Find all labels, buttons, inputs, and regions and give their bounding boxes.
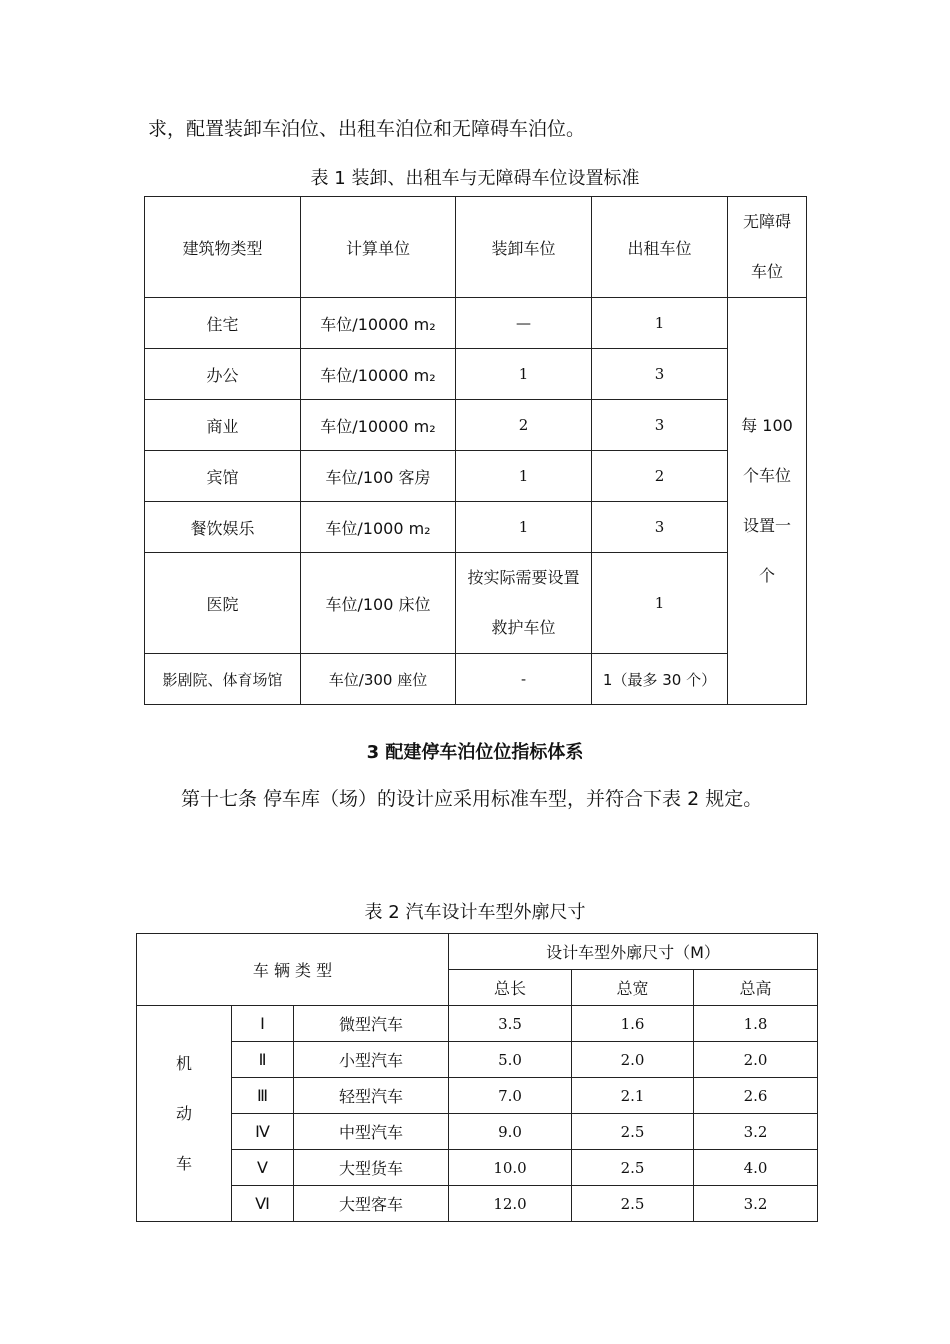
cell-unit: 车位/1000 m₂ — [301, 502, 456, 553]
cell-taxi: 2 — [592, 451, 728, 502]
cell-taxi: 3 — [592, 349, 728, 400]
accessible-line1: 每 100 — [741, 416, 793, 435]
header-taxi: 出租车位 — [592, 197, 728, 298]
cell-type: 餐饮娱乐 — [145, 502, 301, 553]
cell-unit: 车位/100 床位 — [301, 553, 456, 654]
table-row — [145, 400, 807, 451]
table-row — [137, 1150, 818, 1186]
cell-taxi: 3 — [592, 400, 728, 451]
table-row — [145, 451, 807, 502]
section-heading: 3 配建停车泊位位指标体系 — [366, 742, 584, 763]
cell-length: 12.0 — [449, 1186, 572, 1222]
cell-length: 5.0 — [449, 1042, 572, 1078]
cell-class: Ⅱ — [232, 1042, 294, 1078]
table-row — [137, 1006, 818, 1042]
table-row — [145, 349, 807, 400]
header-loading: 装卸车位 — [456, 197, 592, 298]
cell-name: 大型客车 — [294, 1186, 449, 1222]
cell-height: 3.2 — [694, 1186, 818, 1222]
header-accessible — [728, 197, 807, 298]
header-width: 总宽 — [572, 970, 694, 1006]
accessible-line4: 个 — [758, 566, 775, 585]
header-height: 总高 — [694, 970, 818, 1006]
cell-loading: 1 — [456, 451, 592, 502]
cell-height: 4.0 — [694, 1150, 818, 1186]
table1-header-row — [145, 197, 807, 298]
cell-class: Ⅵ — [232, 1186, 294, 1222]
cell-name: 微型汽车 — [294, 1006, 449, 1042]
cell-height: 1.8 — [694, 1006, 818, 1042]
cell-loading — [456, 553, 592, 654]
table-row — [137, 1042, 818, 1078]
cell-length: 7.0 — [449, 1078, 572, 1114]
cell-accessible — [728, 298, 807, 705]
cell-taxi: 1（最多 30 个） — [592, 654, 728, 705]
group-motor-vehicle — [137, 1006, 232, 1222]
table-row — [145, 502, 807, 553]
cell-type: 住宅 — [145, 298, 301, 349]
cell-loading: 1 — [456, 349, 592, 400]
header-accessible-line1: 无障碍 — [742, 212, 791, 231]
table-row — [137, 1114, 818, 1150]
cell-length: 9.0 — [449, 1114, 572, 1150]
table1-caption: 表 1 装卸、出租车与无障碍车位设置标准 — [310, 168, 640, 189]
loading-line1: 按实际需要设置 — [467, 568, 580, 587]
cell-width: 2.1 — [572, 1078, 694, 1114]
cell-height: 3.2 — [694, 1114, 818, 1150]
cell-height: 2.0 — [694, 1042, 818, 1078]
cell-unit: 车位/100 客房 — [301, 451, 456, 502]
table-row — [137, 1186, 818, 1222]
cell-type: 宾馆 — [145, 451, 301, 502]
vehicle-dimension-table — [136, 933, 818, 1222]
cell-class: Ⅲ — [232, 1078, 294, 1114]
header-dimensions: 设计车型外廓尺寸（M） — [449, 934, 818, 970]
parking-standard-table — [144, 196, 807, 705]
accessible-line2: 个车位 — [742, 466, 791, 485]
cell-loading: - — [456, 654, 592, 705]
group-line1: 机 — [175, 1053, 192, 1073]
cell-class: Ⅳ — [232, 1114, 294, 1150]
loading-line2: 救护车位 — [491, 618, 556, 637]
cell-class: Ⅰ — [232, 1006, 294, 1042]
header-accessible-line2: 车位 — [750, 262, 783, 281]
cell-width: 2.5 — [572, 1114, 694, 1150]
cell-width: 2.5 — [572, 1186, 694, 1222]
header-length: 总长 — [449, 970, 572, 1006]
cell-width: 2.5 — [572, 1150, 694, 1186]
cell-type: 影剧院、体育场馆 — [145, 654, 301, 705]
header-building-type: 建筑物类型 — [145, 197, 301, 298]
cell-taxi: 1 — [592, 553, 728, 654]
table-row — [137, 1078, 818, 1114]
cell-class: Ⅴ — [232, 1150, 294, 1186]
header-unit: 计算单位 — [301, 197, 456, 298]
cell-name: 小型汽车 — [294, 1042, 449, 1078]
table2-header-row — [137, 934, 818, 970]
table-row — [145, 553, 807, 654]
cell-loading: 2 — [456, 400, 592, 451]
cell-name: 大型货车 — [294, 1150, 449, 1186]
cell-type: 办公 — [145, 349, 301, 400]
cell-height: 2.6 — [694, 1078, 818, 1114]
cell-unit: 车位/10000 m₂ — [301, 400, 456, 451]
cell-name: 轻型汽车 — [294, 1078, 449, 1114]
cell-loading: 1 — [456, 502, 592, 553]
cell-type: 商业 — [145, 400, 301, 451]
cell-taxi: 1 — [592, 298, 728, 349]
cell-length: 3.5 — [449, 1006, 572, 1042]
article-17: 第十七条 停车库（场）的设计应采用标准车型，并符合下表 2 规定。 — [181, 788, 763, 810]
group-line2: 动 — [175, 1103, 192, 1123]
table-row — [145, 298, 807, 349]
intro-line: 求，配置装卸车泊位、出租车泊位和无障碍车泊位。 — [148, 118, 586, 140]
cell-unit: 车位/300 座位 — [301, 654, 456, 705]
group-line3: 车 — [175, 1153, 192, 1173]
cell-length: 10.0 — [449, 1150, 572, 1186]
cell-unit: 车位/10000 m₂ — [301, 298, 456, 349]
header-vehicle-type: 车 辆 类 型 — [137, 934, 449, 1006]
cell-width: 1.6 — [572, 1006, 694, 1042]
cell-taxi: 3 — [592, 502, 728, 553]
table-row — [145, 654, 807, 705]
cell-width: 2.0 — [572, 1042, 694, 1078]
accessible-line3: 设置一 — [742, 516, 791, 535]
table2-caption: 表 2 汽车设计车型外廓尺寸 — [364, 902, 586, 923]
cell-name: 中型汽车 — [294, 1114, 449, 1150]
cell-unit: 车位/10000 m₂ — [301, 349, 456, 400]
cell-type: 医院 — [145, 553, 301, 654]
cell-loading: — — [456, 298, 592, 349]
